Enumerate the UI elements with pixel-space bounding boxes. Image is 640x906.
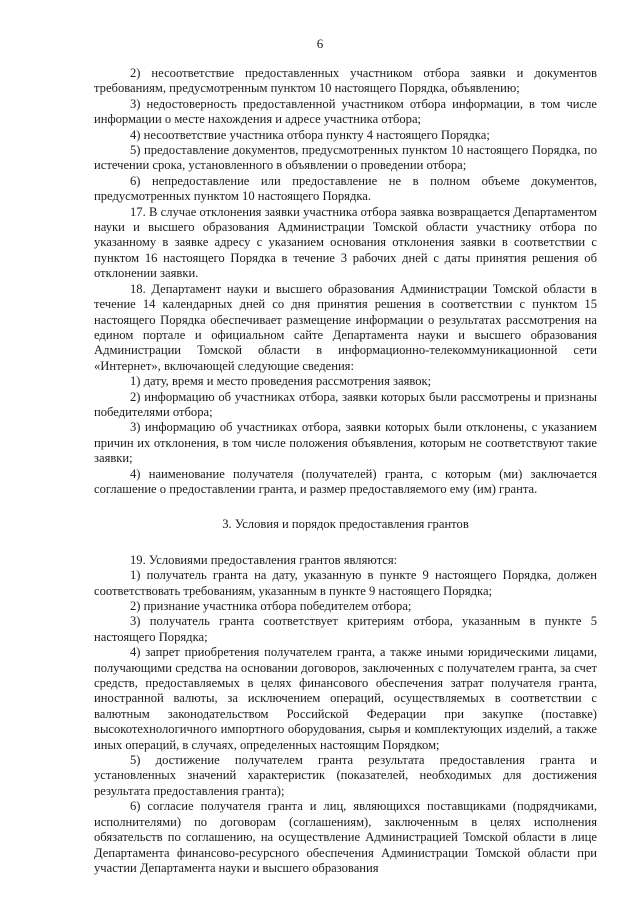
paragraph: 3) информацию об участниках отбора, заявки которых были отклонены, с указанием причин их отклонения, в том числе положения объявления, которым не соответствуют такие заявки; bbox=[94, 420, 597, 466]
paragraph: 5) достижение получателем гранта результата предоставления гранта и установленных значений характеристик (показателей, необходимых для достижения результата предоставления гранта); bbox=[94, 753, 597, 798]
paragraph: 2) информацию об участниках отбора, заявки которых были рассмотрены и признаны победителями отбора; bbox=[94, 389, 597, 419]
paragraph: 1) получатель гранта на дату, указанную в пункте 9 настоящего Порядка, должен соответствовать требованиям, указанным в пункте 9 настоящего Порядка; bbox=[94, 568, 597, 598]
paragraph: 18. Департамент науки и высшего образования Администрации Томской области в течение 14 календарных дней со дня принятия решения в соответствии с пунктом 15 настоящего Порядка обеспечивает размещение информации о результатах рассмотрения на едином портале и официальном сайте Департамента науки и высшего образования Администрации Томской области в информационно-телекоммуникационной сети «Интернет», включающей следующие сведения: bbox=[94, 281, 597, 373]
page-number: 6 bbox=[316, 36, 324, 51]
paragraph: 4) несоответствие участника отбора пункту 4 настоящего Порядка; bbox=[130, 127, 490, 142]
paragraph: 2) признание участника отбора победителем отбора; bbox=[130, 599, 412, 613]
paragraph: 5) предоставление документов, предусмотренных пунктом 10 настоящего Порядка, по истечении срока, установленного в объявлении о проведении отбора; bbox=[94, 143, 597, 173]
paragraph: 1) дату, время и место проведения рассмотрения заявок; bbox=[130, 374, 432, 389]
paragraph: 4) запрет приобретения получателем гранта, а также иными юридическими лицами, получающими средства на основании договоров, заключенных с получателем гранта, за счет средств, предоставляемых в целях финансового обеспечения затрат получателя гранта, иностранной валюты, за исключением операций, осуществляемых в соответствии с валютным законодательством Российской Федерации при закупке (поставке) высокотехнологичного импортного оборудования, сырья и комплектующих изделий, а также иных операций, в случаях, определенных настоящим Порядком; bbox=[94, 645, 597, 752]
paragraph: 19. Условиями предоставления грантов являются: bbox=[130, 552, 398, 567]
paragraph: 4) наименование получателя (получателей) гранта, с которым (ми) заключается соглашение о предоставлении гранта, и размер предоставляемого ему (им) гранта. bbox=[94, 466, 597, 496]
paragraph: 6) непредоставление или предоставление не в полном объеме документов, предусмотренных пунктом 10 настоящего Порядка. bbox=[94, 173, 597, 204]
section-heading: 3. Условия и порядок предоставления грантов bbox=[222, 517, 469, 532]
paragraph: 17. В случае отклонения заявки участника отбора заявка возвращается Департаментом науки и высшего образования Администрации Томской области участнику отбора по указанному в заявке адресу с указанием основания отклонения заявки в соответствии с пунктом 16 настоящего Порядка в течение 3 рабочих дней с даты принятия решения об отклонении заявки. bbox=[94, 204, 597, 281]
document-body bbox=[94, 66, 597, 876]
paragraph: 3) недостоверность предоставленной участником отбора информации, в том числе информации о месте нахождения и адресе участника отбора; bbox=[94, 96, 597, 127]
paragraph: 6) согласие получателя гранта и лиц, являющихся поставщиками (подрядчиками, исполнителями) по договорам (соглашениям), заключенным в целях исполнения обязательств по соглашению, на осуществление Администрацией Томской области в лице Департамента финансово-ресурсного обеспечения Администрации Томской области при участии Департамента науки и высшего образования bbox=[94, 799, 597, 875]
paragraph: 2) несоответствие предоставленных участником отбора заявки и документов требованиям, предусмотренным пунктом 10 настоящего Порядка, объявлению; bbox=[94, 66, 597, 96]
paragraph: 3) получатель гранта соответствует критериям отбора, указанным в пункте 5 настоящего Порядка; bbox=[94, 614, 597, 644]
